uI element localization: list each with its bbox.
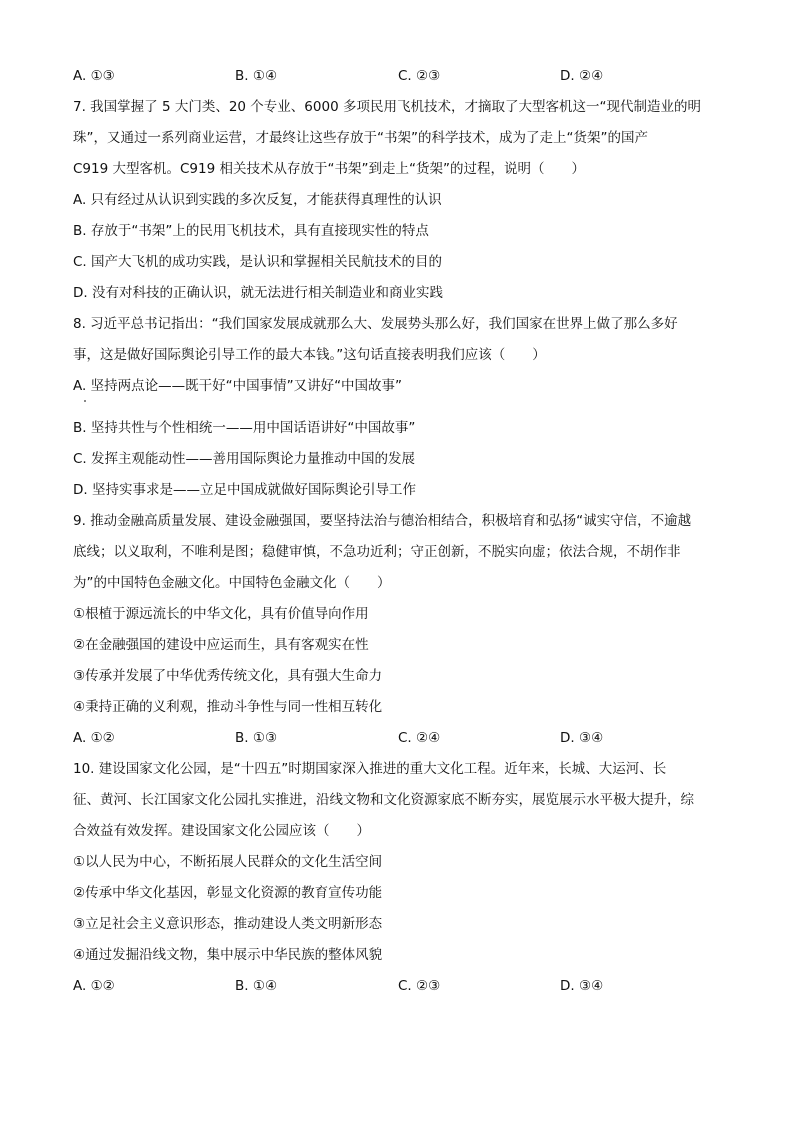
- q8-stem-line-1: 8. 习近平总书记指出：“我们国家发展成就那么大、发展势头那么好，我们国家在世界上做了那么多好: [73, 316, 678, 332]
- q8-stem-line-2: 事，这是做好国际舆论引导工作的最大本钱。”这句话直接表明我们应该（ ）: [73, 347, 546, 363]
- stray-dot-mark: [84, 400, 86, 402]
- q6-option-d[interactable]: D. ②④: [560, 68, 604, 84]
- q10-stem-line-2: 征、黄河、长江国家文化公园扎实推进，沿线文物和文化资源家底不断夯实，展览展示水平极大提升，综: [73, 792, 694, 808]
- q9-options-row: [73, 729, 733, 747]
- q8-option-c[interactable]: C. 发挥主观能动性——善用国际舆论力量推动中国的发展: [73, 451, 416, 467]
- q7-stem-line-1: 7. 我国掌握了 5 大门类、20 个专业、6000 多项民用飞机技术，才摘取了大型客机这一“现代制造业的明: [73, 99, 701, 115]
- q9-option-d[interactable]: D. ③④: [560, 730, 604, 746]
- q10-item-3: ③立足社会主义意识形态，推动建设人类文明新形态: [73, 916, 383, 932]
- q9-option-a[interactable]: A. ①②: [73, 730, 115, 746]
- q9-item-1: ①根植于源远流长的中华文化，具有价值导向作用: [73, 606, 369, 622]
- q9-stem-line-3: 为”的中国特色金融文化。中国特色金融文化（ ）: [73, 575, 391, 591]
- q9-item-2: ②在金融强国的建设中应运而生，具有客观实在性: [73, 637, 369, 653]
- q7-stem-line-2: 珠”，又通过一系列商业运营，才最终让这些存放于“书架”的科学技术，成为了走上“货架”的国产: [73, 130, 648, 146]
- q10-option-d[interactable]: D. ③④: [560, 978, 604, 994]
- q10-item-1: ①以人民为中心，不断拓展人民群众的文化生活空间: [73, 854, 383, 870]
- q10-item-4: ④通过发掘沿线文物，集中展示中华民族的整体风貌: [73, 947, 383, 963]
- q7-stem-line-3: C919 大型客机。C919 相关技术从存放于“书架”到走上“货架”的过程，说明（ ）: [73, 161, 585, 177]
- q9-item-4: ④秉持正确的义利观，推动斗争性与同一性相互转化: [73, 699, 383, 715]
- q9-stem-line-2: 底线；以义取利，不唯利是图；稳健审慎，不急功近利；守正创新，不脱实向虚；依法合规，不胡作非: [73, 544, 681, 560]
- q8-option-b[interactable]: B. 坚持共性与个性相统一——用中国话语讲好“中国故事”: [73, 420, 416, 436]
- q7-option-b[interactable]: B. 存放于“书架”上的民用飞机技术，具有直接现实性的特点: [73, 223, 429, 239]
- q6-option-b[interactable]: B. ①④: [235, 68, 278, 84]
- q6-option-c[interactable]: C. ②③: [398, 68, 441, 84]
- q9-item-3: ③传承并发展了中华优秀传统文化，具有强大生命力: [73, 668, 383, 684]
- q6-options-row: [73, 67, 733, 85]
- q7-option-a[interactable]: A. 只有经过从认识到实践的多次反复，才能获得真理性的认识: [73, 192, 442, 208]
- q9-option-b[interactable]: B. ①③: [235, 730, 278, 746]
- q10-stem-line-1: 10. 建设国家文化公园，是“十四五”时期国家深入推进的重大文化工程。近年来，长城、大运河、长: [73, 761, 667, 777]
- q10-stem-line-3: 合效益有效发挥。建设国家文化公园应该（ ）: [73, 823, 370, 839]
- q10-item-2: ②传承中华文化基因，彰显文化资源的教育宣传功能: [73, 885, 383, 901]
- q9-stem-line-1: 9. 推动金融高质量发展、建设金融强国，要坚持法治与德治相结合，积极培育和弘扬“诚实守信，不逾越: [73, 513, 692, 529]
- q10-option-c[interactable]: C. ②③: [398, 978, 441, 994]
- q8-option-d[interactable]: D. 坚持实事求是——立足中国成就做好国际舆论引导工作: [73, 482, 416, 498]
- q9-option-c[interactable]: C. ②④: [398, 730, 441, 746]
- q10-option-b[interactable]: B. ①④: [235, 978, 278, 994]
- q10-option-a[interactable]: A. ①②: [73, 978, 115, 994]
- q6-option-a[interactable]: A. ①③: [73, 68, 115, 84]
- q8-option-a[interactable]: A. 坚持两点论——既干好“中国事情”又讲好“中国故事”: [73, 378, 403, 394]
- q7-option-c[interactable]: C. 国产大飞机的成功实践，是认识和掌握相关民航技术的目的: [73, 254, 443, 270]
- q7-option-d[interactable]: D. 没有对科技的正确认识，就无法进行相关制造业和商业实践: [73, 285, 443, 301]
- q10-options-row: [73, 977, 733, 995]
